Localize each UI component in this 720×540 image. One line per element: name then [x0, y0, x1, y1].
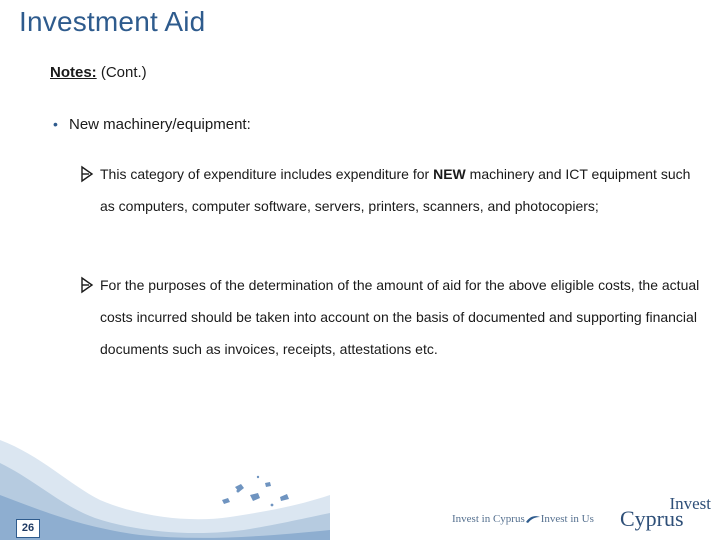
tagline-right: Invest in Us: [540, 513, 594, 525]
notes-label: Notes:: [50, 64, 97, 81]
sub-bullet-bold-word: NEW: [433, 166, 466, 182]
decorative-map-graphic: [0, 425, 330, 540]
sub-bullet-text-end: machinery and ICT equipment such as computers, computer software, servers, printers, scanners, and photocopiers;: [100, 166, 691, 214]
slide-title: Investment Aid: [19, 6, 206, 37]
invest-cyprus-logo: [620, 494, 715, 538]
notes-suffix: (Cont.): [96, 64, 147, 81]
sub-bullet-text-start: This category of expenditure includes expenditure for: [100, 166, 434, 182]
sub-bullet-text: [100, 158, 700, 222]
bullet-dot-icon: •: [53, 116, 58, 132]
tagline-left: Invest in Cyprus: [452, 513, 525, 525]
sub-bullet-item: [80, 269, 700, 365]
bullet-item: [53, 116, 251, 133]
logo-invest-text: Invest: [669, 494, 711, 513]
footer-tagline: [452, 513, 594, 525]
bullet-text: New machinery/equipment:: [69, 116, 251, 133]
swoosh-icon: [526, 515, 540, 523]
arrow-bullet-icon: [80, 269, 94, 301]
logo-cyprus-text: Cyprus: [620, 506, 684, 531]
sub-bullet-text: For the purposes of the determination of the amount of aid for the above eligible costs, the actual costs incurred should be taken into account on the basis of documented and supporting financial documents such as invoices, receipts, attestations etc.: [100, 277, 700, 357]
notes-heading: [50, 64, 147, 81]
sub-bullet-item: [80, 158, 700, 222]
page-number: 26: [16, 519, 40, 538]
arrow-bullet-icon: [80, 158, 94, 190]
